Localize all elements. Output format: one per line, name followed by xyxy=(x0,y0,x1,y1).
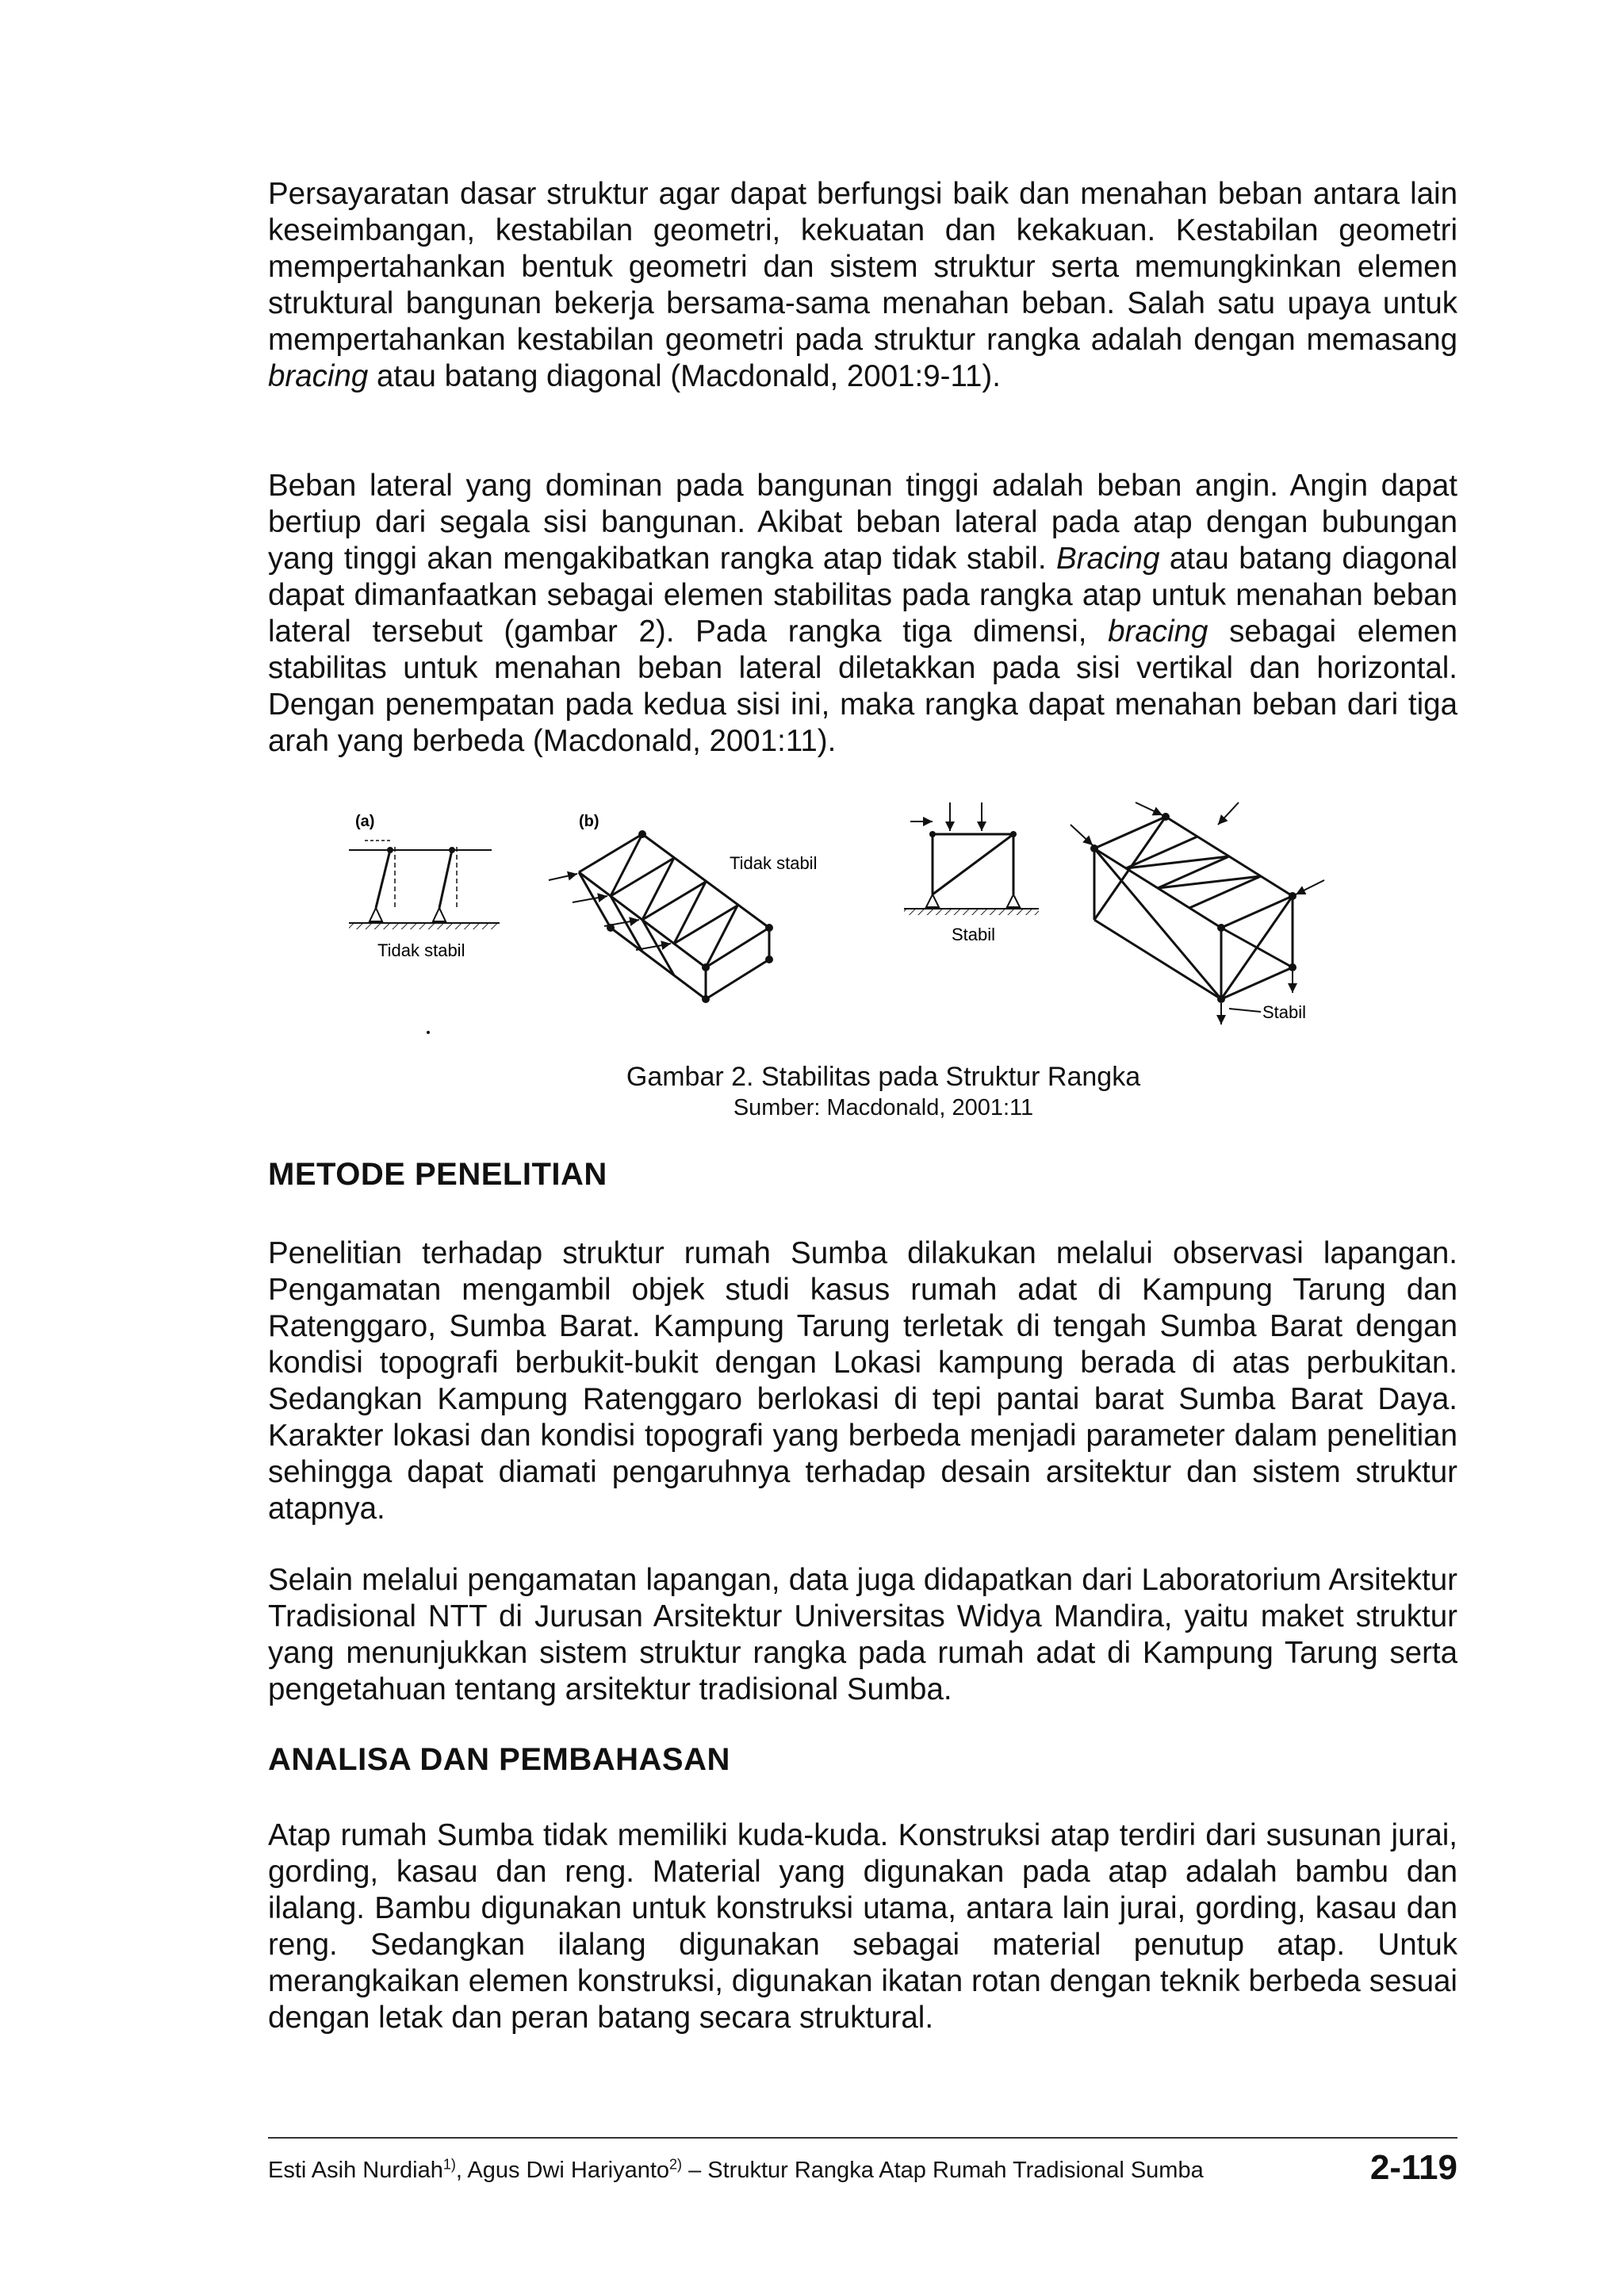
frame-d-stable-3d xyxy=(1071,802,1324,1024)
heading-metode-penelitian: METODE PENELITIAN xyxy=(268,1157,607,1192)
figure-source: Sumber: Macdonald, 2001:11 xyxy=(733,1095,1034,1120)
italic-term: bracing xyxy=(268,359,369,393)
paragraph-beban-lateral xyxy=(268,468,1457,760)
frame-b-unstable-3d xyxy=(549,813,817,1003)
figure-drawing xyxy=(341,801,1340,1039)
label-tidak-stabil-b: Tidak stabil xyxy=(730,853,818,873)
italic-term: bracing xyxy=(1108,615,1208,649)
paragraph-persyaratan xyxy=(268,176,1457,395)
frame-c-stable xyxy=(904,802,1039,944)
footer-rule xyxy=(268,2137,1457,2139)
section-heading-analisa xyxy=(268,1741,1457,1778)
paragraph-text: Penelitian terhadap struktur rumah Sumba dilakukan melalui observasi lapangan. Pengamatan mengambil objek studi kasus rumah adat di Kampung Tarung dan Ratenggaro, Sumba Barat. Kampung Tarung terletak di tengah Sumba Barat dengan kondisi topografi berbukit-bukit dengan Lokasi kampung berada di atas perbukitan. Sedangkan Kampung Ratenggaro berlokasi di tepi pantai barat Sumba Barat Daya. Karakter lokasi dan kondisi topografi yang berbeda menjadi parameter dalam penelitian sehingga dapat diamati pengaruhnya terhadap desain arsitektur dan sistem struktur atapnya. xyxy=(268,1236,1457,1526)
paragraph-atap xyxy=(268,1817,1457,2036)
figure-stability-frames xyxy=(341,801,1340,1039)
frame-a-unstable xyxy=(349,813,500,960)
section-heading-metode xyxy=(268,1156,1457,1193)
page-footer xyxy=(268,2150,1457,2190)
figure-caption: Gambar 2. Stabilitas pada Struktur Rangka xyxy=(626,1062,1141,1092)
paragraph-penelitian xyxy=(268,1235,1457,1527)
paragraph-text: Beban lateral yang dominan pada bangunan tinggi adalah beban angin. Angin dapat bertiup dari segala sisi bangunan. Akibat beban lateral pada atap dengan bubungan yang tinggi akan mengakibatkan rangka atap tidak stabil. Bracing atau batang diagonal dapat dimanfaatkan sebagai elemen stabilitas pada rangka atap untuk menahan beban lateral tersebut (gambar 2). Pada rangka tiga dimensi, bracing sebagai elemen stabilitas untuk menahan beban lateral diletakkan pada sisi vertikal dan horizontal. Dengan penempatan pada kedua sisi ini, maka rangka dapat menahan beban dari tiga arah yang berbeda (Macdonald, 2001:11). xyxy=(268,469,1457,758)
label-b: (b) xyxy=(579,813,599,830)
label-a: (a) xyxy=(355,813,375,830)
paragraph-selain xyxy=(268,1562,1457,1708)
label-tidak-stabil-a: Tidak stabil xyxy=(377,940,465,960)
paragraph-text: Selain melalui pengamatan lapangan, data juga didapatkan dari Laboratorium Arsitektur Tradisional NTT di Jurusan Arsitektur Universitas Widya Mandira, yaitu maket struktur yang menunjukkan sistem struktur rangka pada rumah adat di Kampung Tarung serta pengetahuan tentang arsitektur tradisional Sumba. xyxy=(268,1563,1457,1706)
label-stabil-d: Stabil xyxy=(1262,1002,1307,1022)
footer-citation: Esti Asih Nurdiah$^{1)}$, Agus Dwi Hariyanto$^{2)}$ – Struktur Rangka Atap Rumah Tradisional Sumba xyxy=(268,2156,1204,2183)
paragraph-text: Persayaratan dasar struktur agar dapat berfungsi baik dan menahan beban antara lain keseimbangan, kestabilan geometri, kekuatan dan kekakuan. Kestabilan geometri mempertahankan bentuk geometri dan sistem struktur serta memungkinkan elemen struktural bangunan bekerja bersama-sama menahan beban. Salah satu upaya untuk mempertahankan kestabilan geometri pada struktur rangka adalah dengan memasang bracing atau batang diagonal (Macdonald, 2001:9-11). xyxy=(268,177,1457,393)
paragraph-text: Atap rumah Sumba tidak memiliki kuda-kuda. Konstruksi atap terdiri dari susunan jurai, gording, kasau dan reng. Material yang digunakan pada atap adalah bambu dan ilalang. Bambu digunakan untuk konstruksi utama, antara lain jurai, gording, kasau dan reng. Sedangkan ilalang digunakan sebagai material penutup atap. Untuk merangkaikan elemen konstruksi, digunakan ikatan rotan dengan teknik berbeda sesuai dengan letak dan peran batang secara struktural. xyxy=(268,1818,1457,2035)
heading-analisa-pembahasan: ANALISA DAN PEMBAHASAN xyxy=(268,1742,730,1777)
page-number: 2-119 xyxy=(1369,2148,1457,2187)
label-stabil-c: Stabil xyxy=(952,925,996,944)
italic-term: Bracing xyxy=(1055,542,1160,576)
